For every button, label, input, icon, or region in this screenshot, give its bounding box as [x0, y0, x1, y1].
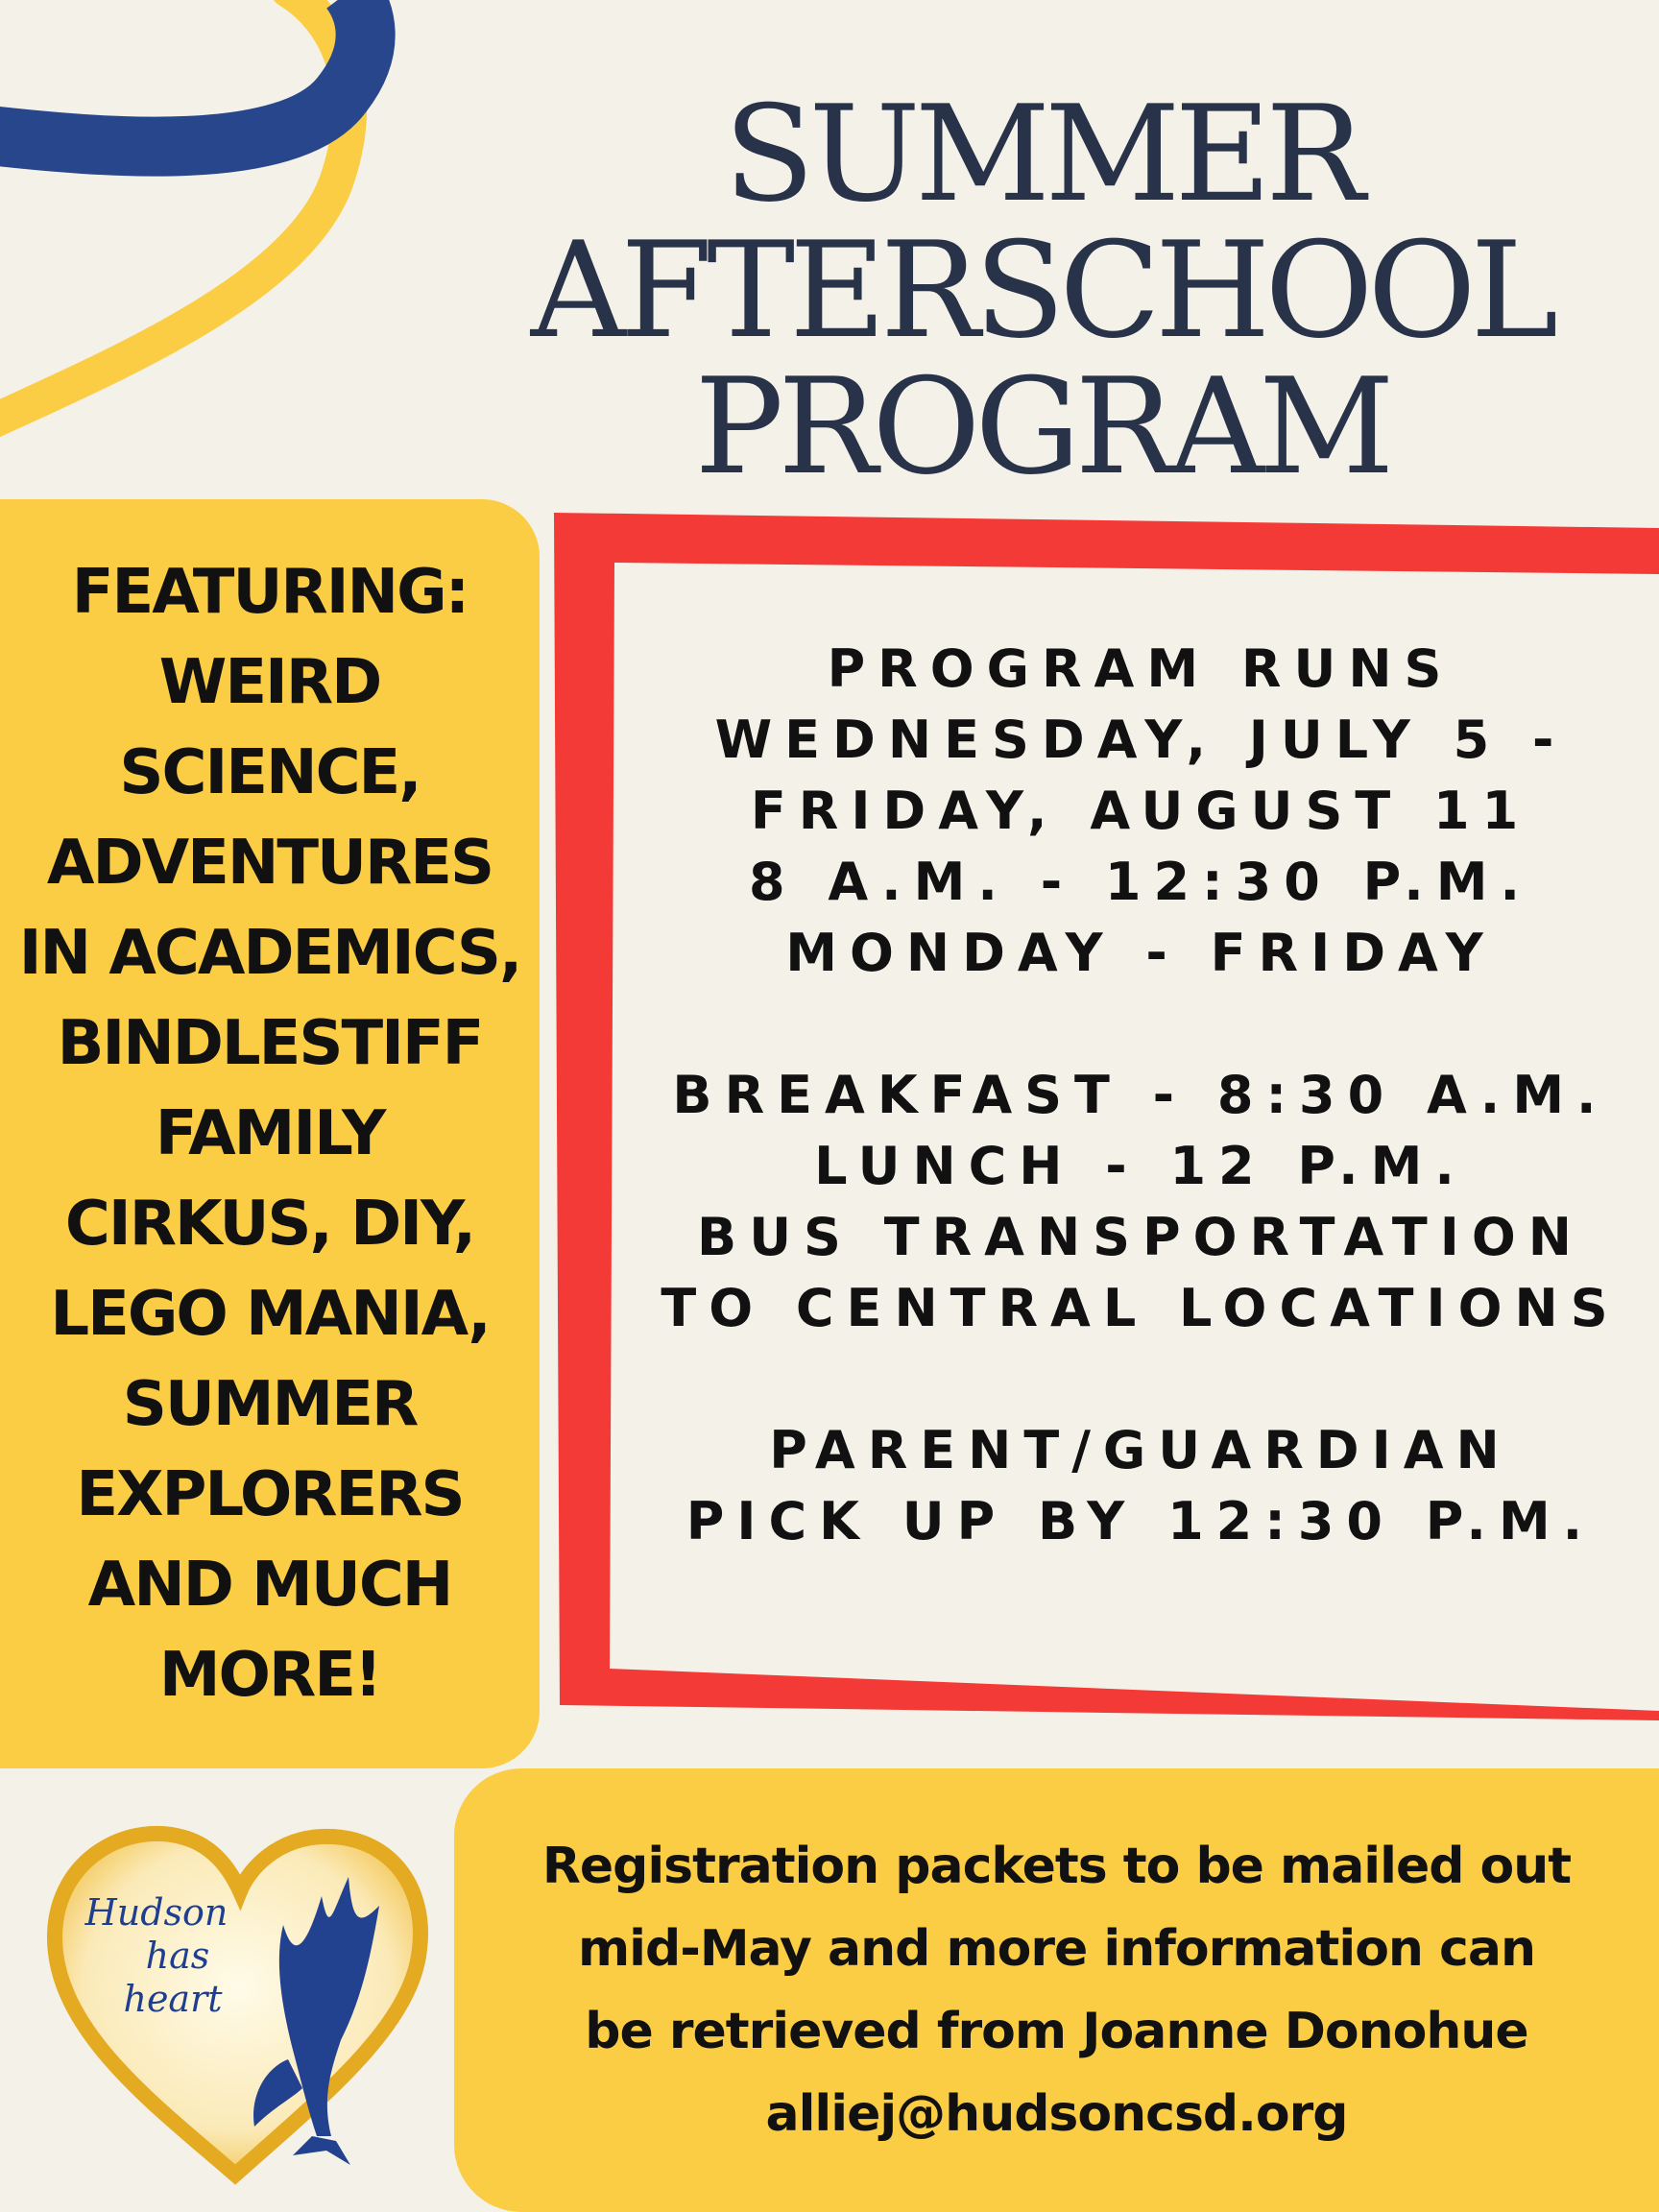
featuring-line: EXPLORERS — [76, 1459, 464, 1530]
featuring-line: FEATURING: — [71, 557, 469, 628]
registration-info — [462, 1825, 1652, 2155]
schedule-line: WEDNESDAY, JULY 5 - — [714, 709, 1567, 770]
logo-line: heart — [123, 1978, 223, 2020]
schedule-line: TO CENTRAL LOCATIONS — [661, 1278, 1621, 1338]
registration-line: mid-May and more information can — [578, 1920, 1535, 1978]
schedule-line: FRIDAY, AUGUST 11 — [750, 781, 1531, 841]
featuring-line: FAMILY — [155, 1098, 385, 1169]
schedule-line: BREAKFAST - 8:30 A.M. — [672, 1065, 1609, 1125]
heart-icon — [55, 1834, 421, 2175]
schedule-line: PARENT/GUARDIAN — [769, 1420, 1512, 1480]
schedule-line: MONDAY - FRIDAY — [785, 923, 1496, 983]
registration-panel — [454, 1768, 1659, 2212]
logo-line: Hudson — [84, 1891, 228, 1934]
featuring-line: ADVENTURES — [46, 828, 493, 899]
spacer — [622, 989, 1659, 1060]
featuring-line: MORE! — [158, 1640, 381, 1711]
registration-line: be retrieved from Joanne Donohue — [585, 2003, 1528, 2060]
featuring-panel — [0, 499, 540, 1768]
featuring-line: WEIRD — [158, 647, 381, 718]
corner-ribbon-decoration — [0, 0, 403, 461]
schedule-line: LUNCH - 12 P.M. — [814, 1136, 1467, 1196]
featuring-line: LEGO MANIA, — [50, 1279, 490, 1350]
logo-line: has — [145, 1935, 210, 1977]
featuring-line: IN ACADEMICS, — [18, 918, 521, 989]
title-line: SUMMER — [723, 77, 1360, 231]
featuring-list — [1, 547, 539, 1720]
schedule-line: PICK UP BY 12:30 P.M. — [685, 1491, 1596, 1551]
featuring-line: AND MUCH — [87, 1550, 452, 1621]
featuring-line: BINDLESTIFF — [57, 1008, 483, 1079]
registration-line: Registration packets to be mailed out — [541, 1838, 1572, 1895]
schedule-line: 8 A.M. - 12:30 P.M. — [748, 852, 1533, 912]
schedule-line: BUS TRANSPORTATION — [697, 1207, 1584, 1267]
contact-email[interactable]: alliej@hudsoncsd.org — [765, 2085, 1348, 2143]
title-line: PROGRAM — [694, 349, 1389, 504]
featuring-line: SCIENCE, — [119, 737, 421, 808]
hudson-heart-logo — [43, 1819, 446, 2203]
spacer — [622, 1344, 1659, 1415]
featuring-line: SUMMER — [122, 1369, 418, 1440]
title-line: AFTERSCHOOL — [530, 213, 1553, 368]
featuring-line: CIRKUS, DIY, — [64, 1189, 475, 1260]
schedule-line: PROGRAM RUNS — [827, 638, 1455, 699]
schedule-details — [622, 634, 1659, 1557]
page-title — [451, 77, 1632, 504]
